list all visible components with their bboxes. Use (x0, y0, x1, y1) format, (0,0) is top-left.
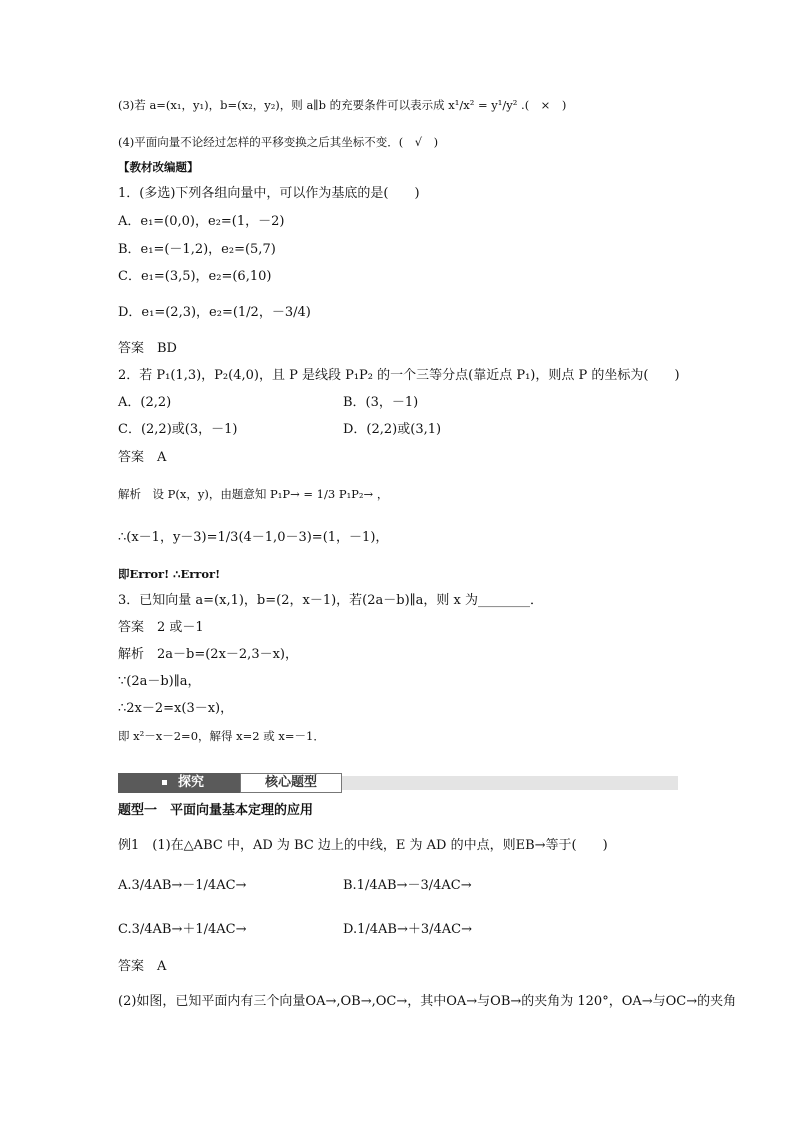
text-line: 解析 2a－b=(2x－2,3－x)， (118, 647, 298, 662)
text-line: 【教材改编题】 (118, 160, 199, 174)
text-line: (2)如图，已知平面内有三个向量OA→,OB→,OC→，其中OA→与OB→的夹角为 120°，OA→与OC→的夹角 (118, 994, 737, 1009)
text-line: A．e₁=(0,0)，e₂=(1，－2) (118, 214, 285, 229)
option-right: B.1/4AB→－3/4AC→ (343, 878, 472, 893)
option-left: A.3/4AB→－1/4AC→ (118, 878, 247, 893)
text-line: 即 x²－x－2=0，解得 x=2 或 x=－1． (118, 729, 325, 743)
text-line: C．e₁=(3,5)，e₂=(6,10) (118, 269, 272, 284)
text-line: 题型一 平面向量基本定理的应用 (118, 803, 314, 818)
text-line: 答案 A (118, 959, 167, 974)
text-line: ∵(2a－b)∥a， (118, 674, 201, 689)
text-line: 解析 设 P(x，y)，由题意知 P₁P→ = 1/3 P₁P₂→ ， (118, 487, 389, 501)
text-line: 答案 A (118, 450, 167, 465)
section-light-label: 核心题型 (240, 773, 342, 793)
text-line: B．e₁=(－1,2)，e₂=(5,7) (118, 242, 276, 257)
section-dark-tab (118, 773, 240, 793)
text-line: ∴(x－1，y－3)=1/3(4－1,0－3)=(1，－1)， (118, 530, 389, 545)
option-left: C．(2,2)或(3，－1) (118, 422, 238, 437)
text-line: 答案 2 或－1 (118, 620, 204, 635)
section-header (118, 773, 678, 793)
text-line: ∴2x－2=x(3－x)， (118, 701, 234, 716)
option-right: D．(2,2)或(3,1) (343, 422, 442, 437)
option-right: B．(3，－1) (343, 395, 419, 410)
option-right: D.1/4AB→＋3/4AC→ (343, 922, 472, 937)
text-line: 答案 BD (118, 341, 177, 356)
text-line: (3)若 a=(x₁，y₁)，b=(x₂，y₂)，则 a∥b 的充要条件可以表示成 x¹/x² = y¹/y² .( × ) (118, 98, 567, 112)
text-line: 2．若 P₁(1,3)，P₂(4,0)，且 P 是线段 P₁P₂ 的一个三等分点(靠近点 P₁)，则点 P 的坐标为( ) (118, 368, 680, 383)
option-left: A．(2,2) (118, 395, 172, 410)
option-left: C.3/4AB→＋1/4AC→ (118, 922, 247, 937)
text-line: 1．(多选)下列各组向量中，可以作为基底的是( ) (118, 186, 420, 201)
section-dark-label: 探究 (178, 775, 205, 790)
text-line: D．e₁=(2,3)，e₂=(1/2，－3/4) (118, 305, 311, 320)
text-line: 即Error! ∴Error! (118, 567, 221, 581)
text-line: 例1 (1)在△ABC 中，AD 为 BC 边上的中线，E 为 AD 的中点，则EB→等于( ) (118, 838, 608, 853)
text-line: (4)平面向量不论经过怎样的平移变换之后其坐标不变．( √ ) (118, 135, 439, 149)
text-line: 3．已知向量 a=(x,1)，b=(2，x－1)，若(2a－b)∥a，则 x 为________． (118, 593, 543, 608)
square-icon (162, 780, 167, 785)
